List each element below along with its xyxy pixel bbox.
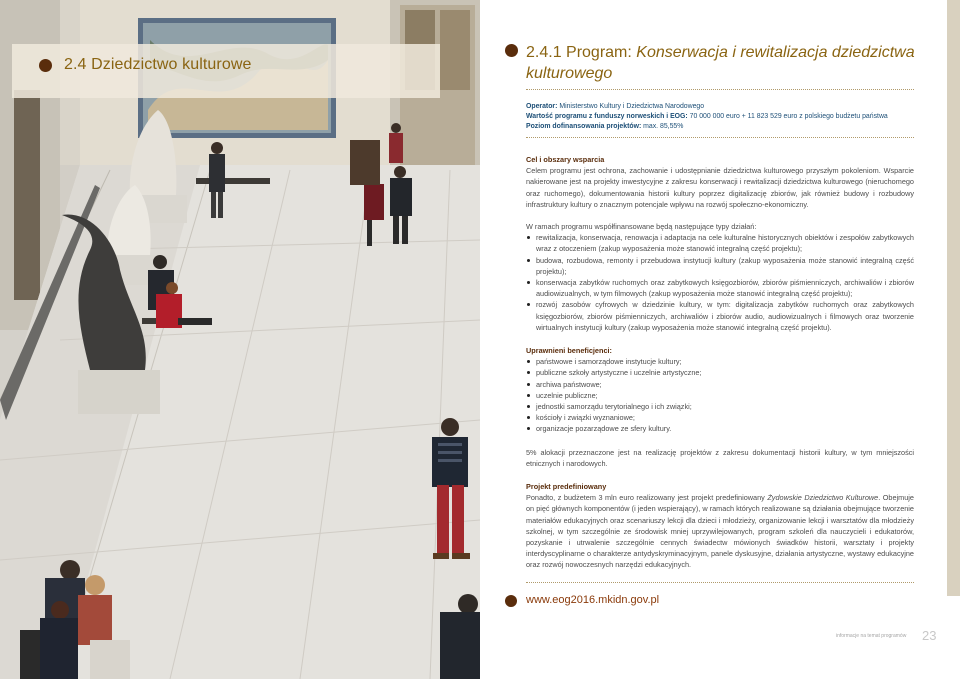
list-item: budowa, rozbudowa, remonty i przebudowa instytucji kultury (zakup wyposażenia może stanowić integralną część projektu); (536, 255, 914, 276)
divider-meta (526, 137, 914, 138)
list-item: organizacje pozarządowe ze sfery kultury. (536, 423, 914, 434)
url-bullet-icon (505, 595, 517, 607)
program-title (526, 42, 916, 84)
predefined-project-name: Żydowskie Dziedzictwo Kulturowe (767, 493, 879, 503)
divider-bottom (526, 582, 914, 583)
goal-heading: Cel i obszary wsparcia (526, 155, 605, 164)
list-item: jednostki samorządu terytorialnego i ich związki; (536, 401, 914, 412)
program-value-label: Wartość programu z funduszy norweskich i EOG: (526, 113, 688, 120)
predefined-heading: Projekt predefiniowany (526, 482, 607, 491)
operator-value: Ministerstwo Kultury i Dziedzictwa Narodowego (559, 103, 705, 110)
predefined-text (526, 492, 914, 570)
allocation-section (526, 447, 914, 469)
list-item: kościoły i związki wyznaniowe; (536, 412, 914, 423)
activities-intro: W ramach programu współfinansowane będą następujące typy działań: (526, 222, 757, 231)
cofinancing-label: Poziom dofinansowania projektów: (526, 123, 642, 130)
program-meta (526, 102, 916, 132)
activities-section (526, 221, 914, 333)
beneficiaries-list (526, 356, 914, 434)
page-number: 23 (922, 628, 937, 643)
program-website-link[interactable]: www.eog2016.mkidn.gov.pl (526, 594, 660, 606)
cofinancing-value: max. 85,55% (643, 123, 684, 130)
list-item: rewitalizacja, konserwacja, renowacja i adaptacja na cele kulturalne historycznych obiektów i zespołów zabytkowych wraz z otoczeniem (zakup wyposażenia może stanowić integralną część projektu); (536, 233, 914, 254)
allocation-text: 5% alokacji przeznaczone jest na realizację projektów z zakresu dokumentacji historii kultury, w tym mniejszości etnicznych i narodowych. (526, 448, 914, 469)
section-title: 2.4 Dziedzictwo kulturowe (64, 56, 252, 73)
list-item: konserwacja zabytków ruchomych oraz zabytkowych księgozbiorów, zbiorów piśmienniczych, archiwaliów i zbiorów audiowizualnych, w tym filmowych (zakup wyposażenia może stanowić integralną część projektu); (536, 278, 914, 299)
goal-section (526, 154, 914, 210)
page-edge-strip (947, 0, 960, 596)
program-bullet-icon (505, 44, 518, 57)
operator-label: Operator: (526, 103, 558, 110)
predefined-text-end: . Obejmuje on pięć głównych komponentów (i jeden wspierający), w ramach których realizowane są działania obejmujące tworzenie materiałów edukacyjnych oraz scenariuszy lekcji dla dzieci i młodzieży, organizowanie lekcji i warsztatów dla młodzieży szkolnej, w tym szczególnie ze środowisk mniej uprzywilejowanych, program szkoleń dla nauczycieli i edukatorów, pozyskanie i utrwalenie szczególnie cennych świadectw mówionych świadków historii, warsztaty i projekty interdyscyplinarne o charakterze antydyskryminacyjnym, panele dyskusyjne, działania artystyczne, wystawy edukacyjne oraz rozwój nowoczesnych narzędzi edukacyjnych. (526, 493, 914, 570)
goal-text: Celem programu jest ochrona, zachowanie i udostępnianie dziedzictwa kulturowego przyszłym pokoleniom. Wsparcie nakierowane jest na projekty inwestycyjne z zakresu konserwacji i rewitalizacji dziedzictwa kulturowego (nieruchomego oraz ruchomego), dokumentowania historii kultury poprzez digitalizację zbiorów, jak również budowy i rozbudowy infrastruktury kultury o znacznym potencjale wpływu na rozwój społeczno-ekonomiczny. (526, 166, 914, 209)
beneficiaries-section (526, 345, 914, 435)
activities-list (526, 232, 914, 333)
program-title-name: Konserwacja i rewitalizacja dziedzictwa kulturowego (526, 44, 915, 82)
section-bullet-icon (39, 59, 52, 72)
footer-note: informacje na temat programów (836, 633, 907, 639)
list-item: publiczne szkoły artystyczne i uczelnie artystyczne; (536, 367, 914, 378)
beneficiaries-heading: Uprawnieni beneficjenci: (526, 346, 612, 355)
predefined-text-start: Ponadto, z budżetem 3 mln euro realizowany jest projekt predefiniowany (526, 493, 768, 503)
list-item: archiwa państwowe; (536, 379, 914, 390)
program-title-number: 2.4.1 Program: (526, 44, 637, 61)
list-item: uczelnie publiczne; (536, 390, 914, 401)
program-value: 70 000 000 euro + 11 823 529 euro z polskiego budżetu państwa (689, 113, 888, 120)
list-item: państwowe i samorządowe instytucje kultury; (536, 356, 914, 367)
predefined-section (526, 481, 914, 571)
list-item: rozwój zasobów cyfrowych w dziedzinie kultury, w tym: digitalizacja zabytków ruchomych oraz zabytkowych księgozbiorów, zbiorów piśmienniczych, archiwaliów i zbiorów audio, audiowizualnych i filmowych oraz tworzenie wirtualnych instytucji kultury (zakup wyposażenia może stanowić integralną część projektu). (536, 300, 914, 332)
divider-top (526, 89, 914, 90)
